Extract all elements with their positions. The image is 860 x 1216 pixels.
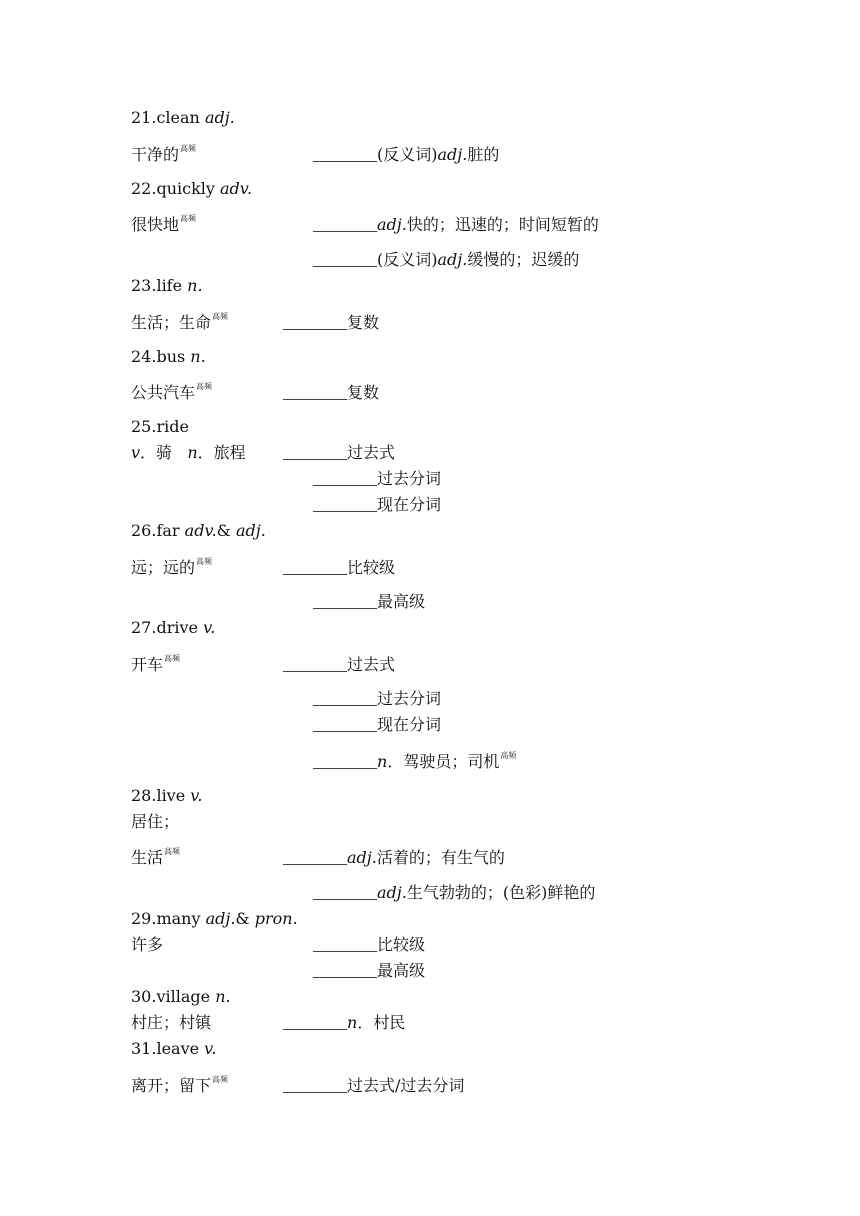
frequency-tag: 高频 [196,557,213,566]
entry-25-form-present-participle: ________现在分词 [313,495,442,514]
entry-26-form-comparative: ________比较级 [283,558,396,577]
fill-blank: ________ [313,147,377,164]
frequency-tag: 高频 [212,1075,229,1084]
entry-30-headword: 30.village n. [131,987,231,1006]
entry-25-meaning: v．骑 n．旅程 [131,443,246,462]
entry-24-form-plural: ________复数 [283,383,380,402]
entry-23-meaning: 生活；生命$^{高频}$ [131,312,229,332]
entry-25-headword: 25.ride [131,417,189,436]
entry-29-headword: 29.many adj.& pron. [131,909,298,928]
fill-blank: ________ [313,717,377,734]
fill-blank: ________ [283,315,347,332]
entry-27-form-noun: ________n．驾驶员；司机$^{高频}$ [313,751,517,771]
entry-21-form-antonym: ________(反义词)adj.脏的 [313,145,500,164]
entry-25-form-past-participle: ________过去分词 [313,469,442,488]
frequency-tag: 高频 [500,751,517,760]
entry-31-headword: 31.leave v. [131,1039,217,1058]
fill-blank: ________ [313,252,377,269]
fill-blank: ________ [313,471,377,488]
entry-27-meaning: 开车$^{高频}$ [131,654,181,674]
frequency-tag: 高频 [164,847,181,856]
frequency-tag: 高频 [196,382,213,391]
entry-27-form-past-participle: ________过去分词 [313,689,442,708]
fill-blank: ________ [313,217,377,234]
entry-21-meaning: 干净的$^{高频}$ [131,144,197,164]
fill-blank: ________ [283,850,347,867]
frequency-tag: 高频 [164,654,181,663]
entry-29-meaning: 许多 [131,935,164,954]
entry-27-headword: 27.drive v. [131,618,216,637]
entry-22-form-antonym: ________(反义词)adj.缓慢的；迟缓的 [313,250,580,269]
fill-blank: ________ [313,885,377,902]
fill-blank: ________ [313,691,377,708]
frequency-tag: 高频 [180,214,197,223]
entry-29-form-superlative: ________最高级 [313,961,426,980]
entry-23-headword: 23.life n. [131,276,203,295]
fill-blank: ________ [313,963,377,980]
entry-22-meaning: 很快地$^{高频}$ [131,214,197,234]
fill-blank: ________ [313,937,377,954]
entry-27-form-past: ________过去式 [283,655,396,674]
entry-28-headword: 28.live v. [131,786,203,805]
entry-24-meaning: 公共汽车$^{高频}$ [131,382,213,402]
entry-26-meaning: 远；远的$^{高频}$ [131,557,213,577]
entry-22-headword: 22.quickly adv. [131,179,253,198]
entry-31-form-past: ________过去式/过去分词 [283,1076,465,1095]
entry-30-form-noun: ________n．村民 [283,1013,406,1032]
fill-blank: ________ [283,1015,347,1032]
entry-28-meaning-2: 生活$^{高频}$ [131,847,181,867]
entry-28-meaning-1: 居住； [131,812,180,831]
entry-28-form-adj-1: ________adj.活着的；有生气的 [283,848,505,867]
entry-30-meaning: 村庄；村镇 [131,1013,212,1032]
entry-28-form-adj-2: ________adj.生气勃勃的；(色彩)鲜艳的 [313,883,596,902]
fill-blank: ________ [313,594,377,611]
fill-blank: ________ [283,560,347,577]
entry-23-form-plural: ________复数 [283,313,380,332]
entry-21-headword: 21.clean adj. [131,108,235,127]
fill-blank: ________ [283,1078,347,1095]
entry-22-form-adj: ________adj.快的；迅速的；时间短暂的 [313,215,599,234]
entry-26-form-superlative: ________最高级 [313,592,426,611]
entry-31-meaning: 离开；留下$^{高频}$ [131,1075,229,1095]
entry-26-headword: 26.far adv.& adj. [131,521,266,540]
frequency-tag: 高频 [180,144,197,153]
fill-blank: ________ [283,445,347,462]
entry-27-form-present-participle: ________现在分词 [313,715,442,734]
entry-29-form-comparative: ________比较级 [313,935,426,954]
fill-blank: ________ [313,497,377,514]
entry-24-headword: 24.bus n. [131,347,206,366]
entry-25-form-past: ________过去式 [283,443,396,462]
fill-blank: ________ [313,754,377,771]
fill-blank: ________ [283,385,347,402]
fill-blank: ________ [283,657,347,674]
frequency-tag: 高频 [212,312,229,321]
